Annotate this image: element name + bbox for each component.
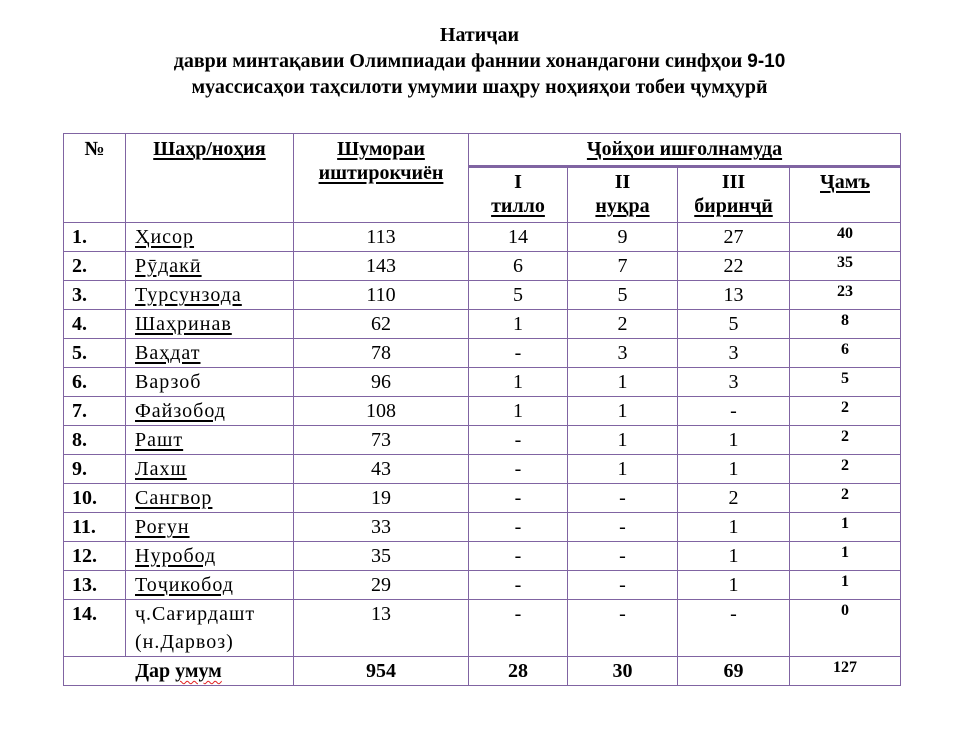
district-name bbox=[126, 223, 294, 252]
totals-bronze: 69 bbox=[678, 657, 790, 686]
total-count: 5 bbox=[790, 368, 901, 397]
document-subtitle-line-1 bbox=[0, 50, 959, 73]
row-number: 9. bbox=[64, 455, 126, 484]
bronze-count: 13 bbox=[678, 281, 790, 310]
district-name-text: Рӯдакӣ bbox=[135, 255, 202, 277]
table-row bbox=[64, 513, 901, 542]
subtitle-grades: 9-10 bbox=[747, 51, 786, 72]
silver-count: 1 bbox=[568, 455, 678, 484]
row-number: 13. bbox=[64, 571, 126, 600]
totals-total: 127 bbox=[790, 657, 901, 686]
silver-count: 3 bbox=[568, 339, 678, 368]
subtitle-text: даври минтақавии Олимпиадаи фаннии хонандагони синфҳои bbox=[173, 50, 743, 72]
total-count: 1 bbox=[790, 513, 901, 542]
district-name-subtext: (н.Дарвоз) bbox=[135, 631, 234, 653]
total-count: 2 bbox=[790, 397, 901, 426]
silver-count: - bbox=[568, 484, 678, 513]
district-name-text: ҷ.Сағирдашт bbox=[135, 603, 256, 625]
table-row bbox=[64, 281, 901, 310]
participants-count: 78 bbox=[294, 339, 469, 368]
bronze-count: 27 bbox=[678, 223, 790, 252]
district-name-text: Ваҳдат bbox=[135, 342, 201, 364]
totals-participants: 954 bbox=[294, 657, 469, 686]
district-name bbox=[126, 542, 294, 571]
district-name-text: Роғун bbox=[135, 516, 190, 538]
table-row bbox=[64, 310, 901, 339]
gold-count: 1 bbox=[469, 368, 568, 397]
bronze-count: 5 bbox=[678, 310, 790, 339]
bronze-count: 1 bbox=[678, 542, 790, 571]
totals-label bbox=[64, 657, 294, 686]
participants-count: 110 bbox=[294, 281, 469, 310]
participants-count: 73 bbox=[294, 426, 469, 455]
totals-gold: 28 bbox=[469, 657, 568, 686]
district-name bbox=[126, 339, 294, 368]
totals-silver: 30 bbox=[568, 657, 678, 686]
header-place-1-roman: I bbox=[514, 171, 522, 193]
total-count: 6 bbox=[790, 339, 901, 368]
totals-row bbox=[64, 657, 901, 686]
header-total-label: Ҷамъ bbox=[820, 171, 870, 193]
silver-count: 2 bbox=[568, 310, 678, 339]
row-number: 11. bbox=[64, 513, 126, 542]
total-count: 8 bbox=[790, 310, 901, 339]
gold-count: - bbox=[469, 571, 568, 600]
district-name bbox=[126, 455, 294, 484]
row-number: 5. bbox=[64, 339, 126, 368]
participants-count: 108 bbox=[294, 397, 469, 426]
district-name bbox=[126, 397, 294, 426]
table-row bbox=[64, 542, 901, 571]
gold-count: 6 bbox=[469, 252, 568, 281]
header-participants-line1: Шумораи bbox=[337, 138, 425, 160]
bronze-count: 22 bbox=[678, 252, 790, 281]
participants-count: 96 bbox=[294, 368, 469, 397]
header-number-label: № bbox=[84, 138, 105, 160]
table-row bbox=[64, 600, 901, 657]
totals-label-word2: умум bbox=[175, 660, 222, 682]
district-name-text: Лахш bbox=[135, 458, 187, 480]
district-name bbox=[126, 484, 294, 513]
bronze-count: 1 bbox=[678, 571, 790, 600]
district-name-text: Шаҳринав bbox=[135, 313, 232, 335]
row-number: 3. bbox=[64, 281, 126, 310]
header-participants bbox=[294, 134, 469, 223]
district-name bbox=[126, 426, 294, 455]
row-number: 8. bbox=[64, 426, 126, 455]
total-count: 0 bbox=[790, 600, 901, 657]
header-total bbox=[790, 167, 901, 223]
row-number: 10. bbox=[64, 484, 126, 513]
total-count: 1 bbox=[790, 542, 901, 571]
district-name-text: Тоҷикобод bbox=[135, 574, 234, 596]
participants-count: 19 bbox=[294, 484, 469, 513]
gold-count: - bbox=[469, 455, 568, 484]
row-number: 4. bbox=[64, 310, 126, 339]
header-place-2 bbox=[568, 167, 678, 223]
participants-count: 35 bbox=[294, 542, 469, 571]
district-name bbox=[126, 281, 294, 310]
table-row bbox=[64, 252, 901, 281]
silver-count: 1 bbox=[568, 426, 678, 455]
district-name bbox=[126, 368, 294, 397]
district-name-text: Ҳисор bbox=[135, 226, 195, 248]
header-district-label: Шаҳр/ноҳия bbox=[153, 138, 266, 160]
row-number: 12. bbox=[64, 542, 126, 571]
silver-count: 1 bbox=[568, 397, 678, 426]
silver-count: 5 bbox=[568, 281, 678, 310]
gold-count: 14 bbox=[469, 223, 568, 252]
silver-count: - bbox=[568, 600, 678, 657]
bronze-count: - bbox=[678, 397, 790, 426]
table-row bbox=[64, 397, 901, 426]
participants-count: 13 bbox=[294, 600, 469, 657]
header-place-2-roman: II bbox=[614, 171, 631, 193]
document-title: Натиҷаи bbox=[439, 24, 520, 46]
header-row-1 bbox=[64, 134, 901, 167]
gold-count: - bbox=[469, 542, 568, 571]
total-count: 2 bbox=[790, 426, 901, 455]
gold-count: - bbox=[469, 513, 568, 542]
district-name-text: Файзобод bbox=[135, 400, 226, 422]
silver-count: 1 bbox=[568, 368, 678, 397]
table-row bbox=[64, 426, 901, 455]
gold-count: - bbox=[469, 484, 568, 513]
bronze-count: 1 bbox=[678, 426, 790, 455]
total-count: 2 bbox=[790, 455, 901, 484]
bronze-count: 3 bbox=[678, 339, 790, 368]
total-count: 2 bbox=[790, 484, 901, 513]
participants-count: 43 bbox=[294, 455, 469, 484]
header-place-3-label: биринҷӣ bbox=[694, 195, 773, 217]
total-count: 23 bbox=[790, 281, 901, 310]
header-places-group-label: Ҷойҳои ишғолнамуда bbox=[586, 138, 783, 160]
silver-count: 7 bbox=[568, 252, 678, 281]
district-name-text: Варзоб bbox=[135, 371, 202, 393]
district-name bbox=[126, 310, 294, 339]
district-name bbox=[126, 600, 294, 657]
header-place-3 bbox=[678, 167, 790, 223]
table-row bbox=[64, 339, 901, 368]
row-number: 14. bbox=[64, 600, 126, 657]
totals-label-word1: Дар bbox=[135, 660, 171, 682]
table-row bbox=[64, 223, 901, 252]
participants-count: 62 bbox=[294, 310, 469, 339]
row-number: 1. bbox=[64, 223, 126, 252]
table-row bbox=[64, 571, 901, 600]
table-row bbox=[64, 484, 901, 513]
table-row bbox=[64, 368, 901, 397]
total-count: 40 bbox=[790, 223, 901, 252]
bronze-count: 2 bbox=[678, 484, 790, 513]
district-name-text: Нуробод bbox=[135, 545, 217, 567]
row-number: 6. bbox=[64, 368, 126, 397]
district-name bbox=[126, 513, 294, 542]
results-table bbox=[63, 133, 901, 686]
row-number: 2. bbox=[64, 252, 126, 281]
total-count: 1 bbox=[790, 571, 901, 600]
gold-count: - bbox=[469, 600, 568, 657]
bronze-count: - bbox=[678, 600, 790, 657]
header-place-1-label: тилло bbox=[491, 195, 545, 217]
participants-count: 33 bbox=[294, 513, 469, 542]
bronze-count: 3 bbox=[678, 368, 790, 397]
gold-count: - bbox=[469, 339, 568, 368]
gold-count: 1 bbox=[469, 397, 568, 426]
table-row bbox=[64, 455, 901, 484]
silver-count: - bbox=[568, 571, 678, 600]
row-number: 7. bbox=[64, 397, 126, 426]
district-name-text: Рашт bbox=[135, 429, 184, 451]
participants-count: 113 bbox=[294, 223, 469, 252]
silver-count: - bbox=[568, 513, 678, 542]
header-places-group bbox=[469, 134, 901, 167]
district-name bbox=[126, 252, 294, 281]
header-number bbox=[64, 134, 126, 223]
gold-count: 5 bbox=[469, 281, 568, 310]
silver-count: 9 bbox=[568, 223, 678, 252]
document-subtitle-line-2: муассисаҳои таҳсилоти умумии шаҳру ноҳияҳои тобеи ҷумҳурӣ bbox=[191, 76, 768, 98]
district-name-text: Сангвор bbox=[135, 487, 213, 509]
header-place-3-roman: III bbox=[721, 171, 746, 193]
bronze-count: 1 bbox=[678, 455, 790, 484]
silver-count: - bbox=[568, 542, 678, 571]
district-name-text: Турсунзода bbox=[135, 284, 242, 306]
gold-count: 1 bbox=[469, 310, 568, 339]
header-participants-line2: иштирокчиён bbox=[318, 162, 444, 184]
header-place-2-label: нуқра bbox=[595, 195, 650, 217]
header-district bbox=[126, 134, 294, 223]
participants-count: 143 bbox=[294, 252, 469, 281]
header-place-1 bbox=[469, 167, 568, 223]
participants-count: 29 bbox=[294, 571, 469, 600]
bronze-count: 1 bbox=[678, 513, 790, 542]
gold-count: - bbox=[469, 426, 568, 455]
total-count: 35 bbox=[790, 252, 901, 281]
district-name bbox=[126, 571, 294, 600]
